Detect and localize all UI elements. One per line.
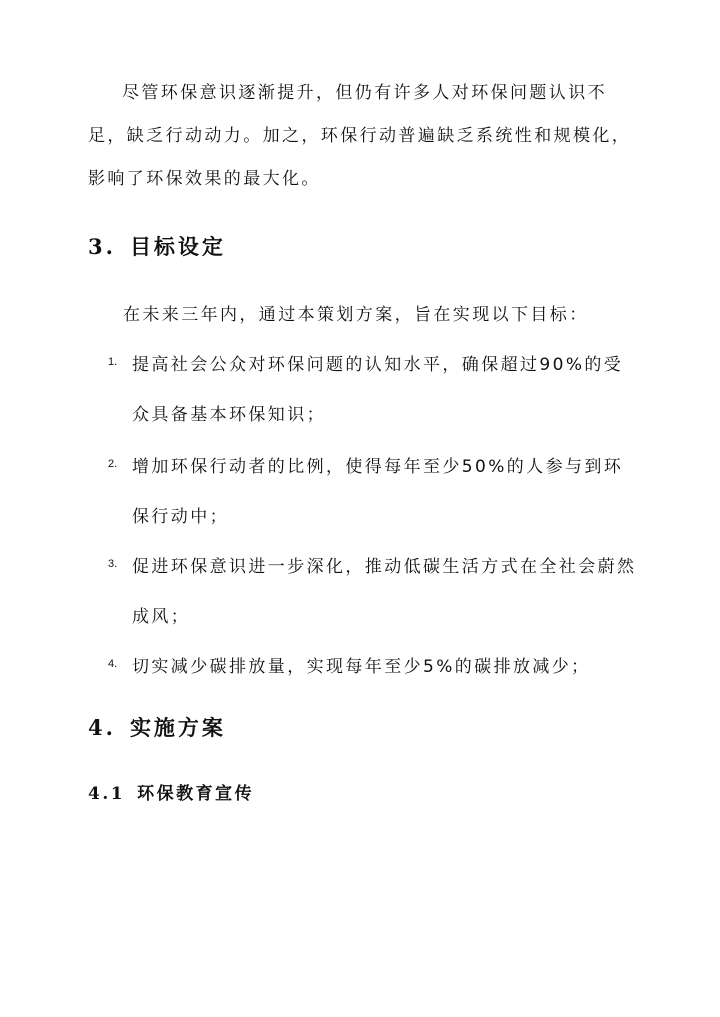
subsection-title: 环保教育宣传 <box>137 784 255 804</box>
subsection-heading-4-1 <box>88 779 254 804</box>
list-item-text: 增加环保行动者的比例，使得每年至少50%的人参与到环保行动中； <box>132 457 624 527</box>
subsection-number: 4.1 <box>88 784 126 804</box>
section-heading-3 <box>88 231 226 261</box>
section-title: 实施方案 <box>129 715 226 740</box>
section-number: 4. <box>88 715 116 740</box>
section-intro: 在未来三年内，通过本策划方案，旨在实现以下目标： <box>123 305 589 325</box>
list-item <box>108 442 638 542</box>
paragraph-text: 尽管环保意识逐渐提升，但仍有许多人对环保问题认识不足，缺乏行动动力。加之，环保行动普遍缺乏系统性和规模化，影响了环保效果的最大化。 <box>88 83 632 189</box>
list-marker: 3. <box>108 558 118 570</box>
list-item <box>108 642 638 692</box>
list-marker: 2. <box>108 458 118 470</box>
section-title: 目标设定 <box>129 234 226 259</box>
section-heading-4 <box>88 712 226 742</box>
section-number: 3. <box>88 234 116 259</box>
list-item <box>108 340 638 440</box>
body-paragraph <box>88 72 644 201</box>
list-item-text: 提高社会公众对环保问题的认知水平，确保超过90%的受众具备基本环保知识； <box>132 355 624 425</box>
list-marker: 1. <box>108 356 118 368</box>
list-item <box>108 542 638 642</box>
list-item-text: 促进环保意识进一步深化，推动低碳生活方式在全社会蔚然成风； <box>132 557 637 627</box>
list-marker: 4. <box>108 658 118 670</box>
list-item-text: 切实减少碳排放量，实现每年至少5%的碳排放减少； <box>132 657 591 677</box>
